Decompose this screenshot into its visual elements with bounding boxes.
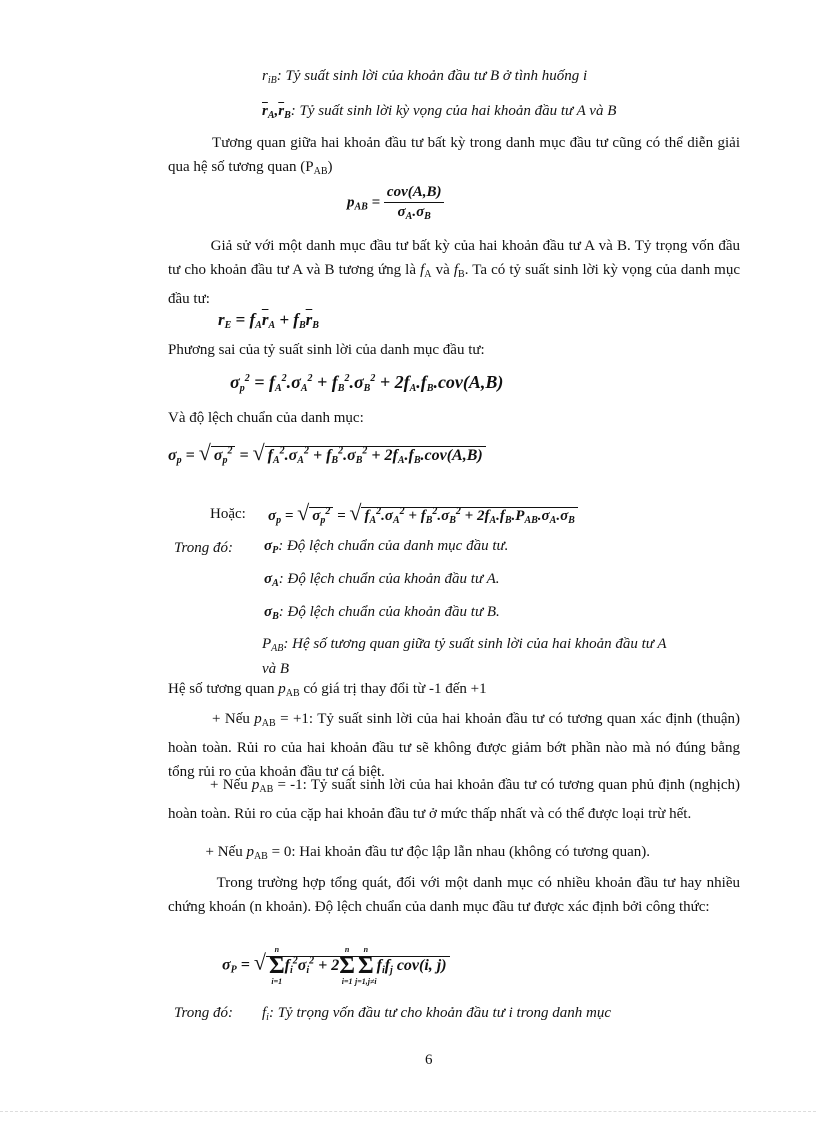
paragraph-corr-range: Hệ số tương quan $p_{AB}$ có giá trị thay đổi từ -1 đến +1 [168, 681, 487, 699]
formula-correlation: $p_{AB}$ = $\frac{\text{cov(A,B)}}{\sigma_A.\sigma_B}$ [347, 184, 444, 222]
formula-variance: $\sigma_p^2 = f_A^2.\sigma_A^2 + f_B^2.\sigma_B^2 + 2f_A.f_B.cov(A,B)$ [230, 372, 504, 394]
paragraph-general-case: Trong trường hợp tổng quát, đối với một danh mục có nhiều khoản đầu tư hay nhiều chứng khoán (n khoản). Độ lệch chuẩn của danh mục đầu tư được xác định bởi công thức: [168, 875, 740, 915]
paragraph-portfolio-weights: Giả sử với một danh mục đầu tư bất kỳ của hai khoản đầu tư A và B. Tỷ trọng vốn đầu tư cho khoản đầu tư A và B tương ứng là $f_A$ và $f_B$. Ta có tỷ suất sinh lời kỳ vọng của danh mục đầu tư: [168, 238, 740, 307]
label-where: Trong đó: [174, 540, 234, 556]
def-sigma-p: $\sigma_P$: Độ lệch chuẩn của danh mục đầu tư. [264, 538, 509, 556]
def-f-i: $f_i$: Tỷ trọng vốn đầu tư cho khoản đầu tư i trong danh mục [262, 1005, 611, 1023]
def-p-ab: $P_{AB}$: Hệ số tương quan giữa tỷ suất sinh lời của hai khoản đầu tư A và B [262, 636, 667, 677]
bullet-negative-one: + Nếu $p_{AB} = -1$: Tỷ suất sinh lời của hai khoản đầu tư có tương quan phủ định (nghịch) hoàn toàn. Rủi ro của cặp hai khoản đầu tư ở mức thấp nhất và có thể được loại trừ hết. [168, 777, 741, 822]
def-sigma-a: $\sigma_A$: Độ lệch chuẩn của khoản đầu tư A. [264, 571, 500, 589]
label-or: Hoặc: [210, 506, 246, 522]
formula-general-std-dev: $\sigma_P$ = √ n Σ i=1 $f_i^2\sigma_i^2 + 2$ n Σ i=1 n Σ j=1,j≠i $f_if_j$ cov(i, j) [222, 945, 450, 987]
def-r-iB: $r_{iB}$: Tỷ suất sinh lời của khoản đầu tư B ở tình huống i [262, 68, 588, 86]
bullet-positive-one: + Nếu $p_{AB} = +1$: Tỷ suất sinh lời của hai khoản đầu tư có tương quan xác định (thuận) hoàn toàn. Rủi ro của hai khoản đầu tư sẽ không được giảm bớt phần nào mà nó đúng bằng tổng rủi ro của khoản đầu tư cá biệt. [168, 711, 741, 780]
formula-expected-return: $r_E = f_A\overline{r}_A + f_B\overline{r}_B$ [218, 310, 319, 331]
formula-std-dev: $\sigma_p$ = √ $\sigma_p^2$ = √ $f_A^2.\sigma_A^2 + f_B^2.\sigma_B^2 + 2f_A.f_B.cov(A,B)$ [168, 440, 486, 466]
bullet-zero: + Nếu $p_{AB} = 0$: Hai khoản đầu tư độc lập lẫn nhau (không có tương quan). [205, 844, 651, 862]
paragraph-sd-label: Và độ lệch chuẩn của danh mục: [168, 410, 364, 426]
paragraph-correlation-intro: Tương quan giữa hai khoản đầu tư bất kỳ trong danh mục đầu tư cũng có thể diễn giải qua hệ số tương quan $(P_{AB})$ [168, 135, 740, 177]
def-sigma-b: $\sigma_B$: Độ lệch chuẩn của khoản đầu tư B. [264, 604, 500, 622]
page-number: 6 [425, 1052, 433, 1068]
paragraph-variance-label: Phương sai của tỷ suất sinh lời của danh mục đầu tư: [168, 342, 485, 358]
formula-std-dev-alt: $\sigma_p$ = √ $\sigma_p^2$ = √ $f_A^2.\sigma_A^2 + f_B^2.\sigma_B^2 + 2f_A.f_B.P_{AB}.\sigma_A.\sigma_B$ [268, 500, 578, 526]
label-where-2: Trong đó: [174, 1005, 234, 1021]
page-bottom-border [0, 1111, 816, 1112]
def-r-bar: $\overline{r}_A,\overline{r}_B$: Tỷ suất sinh lời kỳ vọng của hai khoản đầu tư A và B [262, 103, 617, 121]
